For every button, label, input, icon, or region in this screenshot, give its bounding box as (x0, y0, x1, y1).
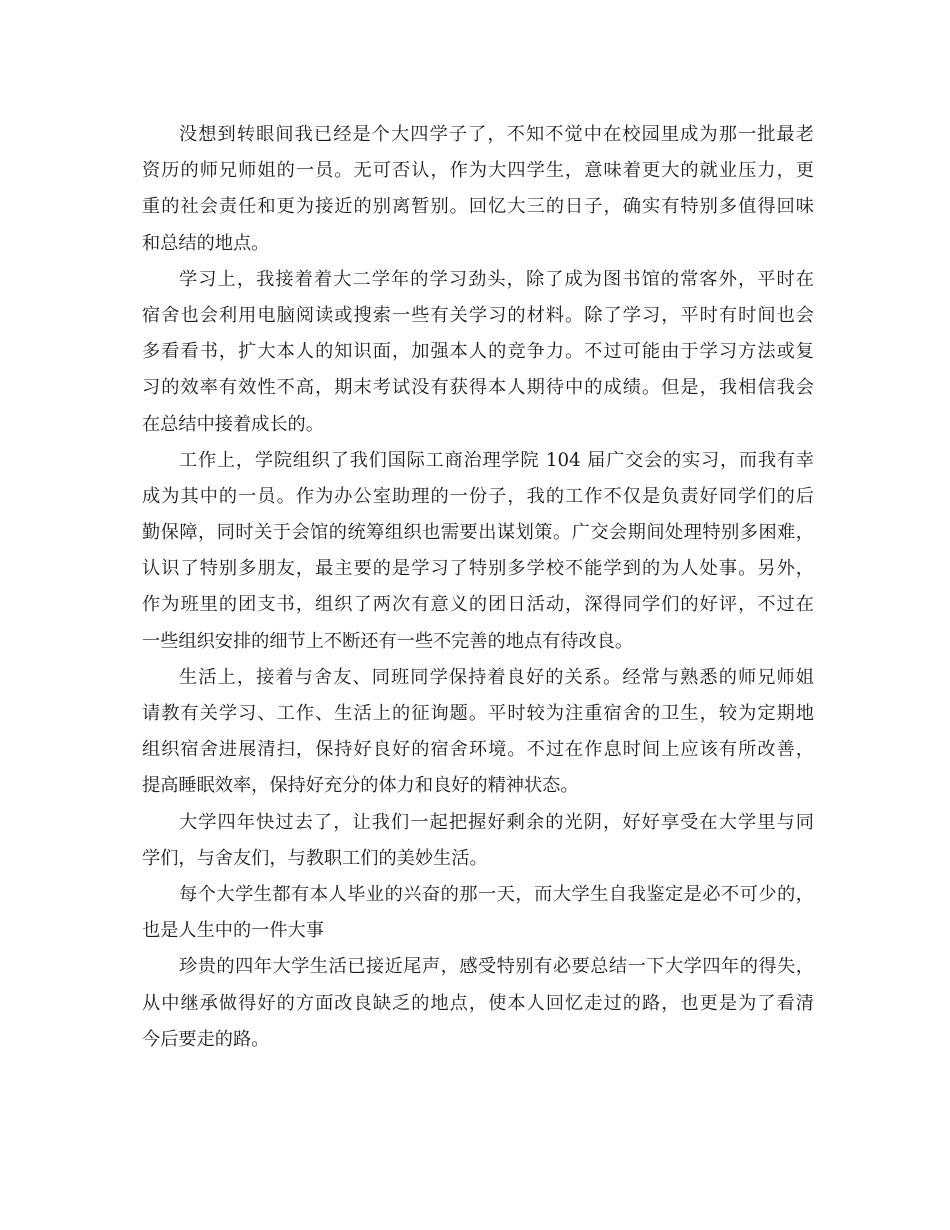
text-line: 和总结的地点。 (142, 232, 270, 254)
paragraph-work (142, 443, 814, 660)
paragraph-senior-year-intro (142, 117, 814, 262)
text-line: 也是人生中的一件大事 (142, 920, 324, 942)
text-line: 成为其中的一员。作为办公室助理的一份子，我的工作不仅是负责好同学们的后 (142, 485, 814, 507)
text-line: 习的效率有效性不高，期末考试没有获得本人期待中的成绩。但是，我相信我会 (142, 377, 814, 399)
paragraph-four-years (142, 805, 814, 877)
text-line: 生活上，接着与舍友、同班同学保持着良好的关系。经常与熟悉的师兄师姐 (179, 666, 814, 688)
text-line: 每个大学生都有本人毕业的兴奋的那一天，而大学生自我鉴定是必不可少的， (179, 883, 814, 905)
text-line: 宿舍也会利用电脑阅读或搜索一些有关学习的材料。除了学习，平时有时间也会 (142, 304, 814, 326)
paragraph-graduation (142, 877, 814, 949)
text-line: 请教有关学习、工作、生活上的征询题。平时较为注重宿舍的卫生，较为定期地 (142, 703, 814, 724)
text-line: 没想到转眼间我已经是个大四学子了，不知不觉中在校园里成为那一批最老 (179, 124, 814, 145)
text-line: 珍贵的四年大学生活已接近尾声，感受特别有必要总结一下大学四年的得失， (179, 956, 814, 978)
text-line: 在总结中接着成长的。 (142, 413, 324, 435)
text-line: 一些组织安排的细节上不断还有一些不完善的地点有待改良。 (142, 630, 634, 652)
text-line: 学们，与舍友们，与教职工们的美妙生活。 (142, 847, 488, 869)
document-body (142, 117, 814, 1058)
text-line: 组织宿舍进展清扫，保持好良好的宿舍环境。不过在作息时间上应该有所改善， (142, 739, 814, 761)
paragraph-life (142, 660, 814, 805)
text-line: 资历的师兄师姐的一员。无可否认，作为大四学生，意味着更大的就业压力，更 (142, 160, 814, 182)
text-line: 多看看书，扩大本人的知识面，加强本人的竞争力。不过可能由于学习方法或复 (142, 341, 814, 363)
paragraph-summary (142, 949, 814, 1058)
text-line: 学习上，我接着着大二学年的学习劲头，除了成为图书馆的常客外，平时在 (179, 268, 814, 290)
text-line: 提高睡眠效率，保持好充分的体力和良好的精神状态。 (142, 775, 579, 797)
text-line: 作为班里的团支书，组织了两次有意义的团日活动，深得同学们的好评，不过在 (142, 594, 814, 616)
text-line: 从中继承做得好的方面改良缺乏的地点，使本人回忆走过的路，也更是为了看清 (142, 992, 814, 1014)
text-line: 大学四年快过去了，让我们一起把握好剩余的光阴，好好享受在大学里与同 (179, 811, 814, 833)
text-line: 工作上，学院组织了我们国际工商治理学院 104 届广交会的实习，而我有幸 (179, 449, 814, 471)
text-line: 认识了特别多朋友，最主要的是学习了特别多学校不能学到的为人处事。另外， (142, 558, 814, 580)
text-line: 勤保障，同时关于会馆的统筹组织也需要出谋划策。广交会期间处理特别多困难， (142, 522, 814, 544)
paragraph-study (142, 262, 814, 443)
text-line: 重的社会责任和更为接近的别离暂别。回忆大三的日子，确实有特别多值得回味 (142, 196, 814, 218)
text-line: 今后要走的路。 (142, 1028, 270, 1050)
